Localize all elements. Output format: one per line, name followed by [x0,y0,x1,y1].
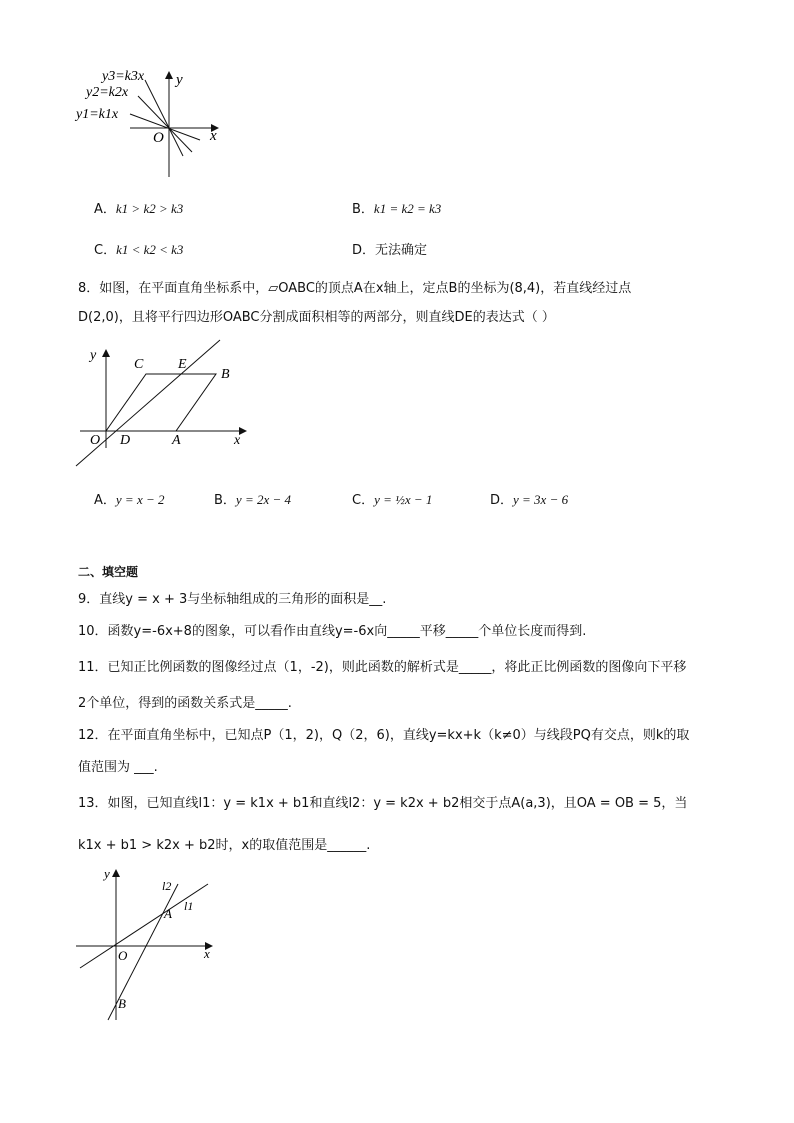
q13-line-l1 [80,884,208,968]
q7-option-d-letter: D． [352,243,376,258]
q7-label-yaxis: y [176,72,183,88]
q8-option-d-letter: D． [490,493,514,508]
q7-option-b-text: k1 = k2 = k3 [373,201,442,216]
q8-option-b [214,489,291,508]
q9: 9．直线y = x + 3与坐标轴组成的三角形的面积是__. [78,592,387,607]
q8-label-e: E [178,357,187,372]
q7-option-a [94,198,183,217]
q7-label-y1: y1=k1x [76,107,119,122]
q13-label-l1: l1 [184,899,194,913]
q13-label-l2: l2 [162,879,172,893]
q10: 10．函数y=-6x+8的图象，可以看作由直线y=-6x向_____平移_____个单位长度而得到. [78,624,587,639]
q12-line2: 值范围为 ___. [78,760,158,775]
q13-label-y: y [104,866,110,881]
q8-label-a: A [172,433,181,448]
q8-label-b: B [221,367,230,382]
section-heading: 二、填空题 [78,565,139,579]
q7-label-xaxis: x [210,128,217,144]
q8-option-a [94,489,165,508]
q8-label-o: O [90,433,101,448]
q7-line-k1 [130,114,200,140]
q7-option-a-letter: A． [94,202,116,217]
q13-label-o: O [118,948,128,963]
q7-line-k2 [138,96,192,152]
q7-label-y3: y3=k3x [102,69,145,84]
q11-line2: 2个单位，得到的函数关系式是_____. [78,696,292,711]
q8-option-a-text: y = x − 2 [115,492,165,507]
q8-line2: D(2,0)，且将平行四边形OABC分割成面积相等的两部分，则直线DE的表达式（ ） [78,310,555,325]
q8-option-c-text: y = ½x − 1 [374,492,433,507]
q8-label-y: y [90,348,97,363]
q7-option-d-text: 无法确定 [375,243,428,258]
q7-option-c-letter: C． [94,243,117,258]
q7-option-d [352,239,427,258]
q7-label-y2: y2=k2x [86,85,129,100]
q7-option-b-letter: B． [352,202,374,217]
q11-line1: 11．已知正比例函数的图像经过点（1，-2)，则此函数的解析式是_____，将此正比例函数的图像向下平移 [78,660,687,675]
q13-line2: k1x + b1 > k2x + b2时，x的取值范围是______. [78,838,371,853]
q8-label-x: x [234,433,241,448]
q8-option-c-letter: C． [352,493,375,508]
q7-label-origin: O [153,130,164,146]
q13-figure [72,866,222,1026]
q8-option-b-text: y = 2x − 4 [235,492,292,507]
q13-line1: 13．如图，已知直线l1：y = k1x + b1和直线l2：y = k2x + b2相交于点A(a,3)，且OA = OB = 5，当 [78,796,688,811]
q8-option-d-text: y = 3x − 6 [513,492,569,507]
q8-option-d [490,489,568,508]
q8-option-a-letter: A． [94,493,116,508]
q8-parallelogram [106,374,216,431]
q7-figure [70,62,230,182]
q13-label-b: B [118,996,126,1011]
q12-line1: 12．在平面直角坐标中，已知点P（1，2)，Q（2，6)，直线y=kx+k（k≠0）与线段PQ有交点，则k的取 [78,728,690,743]
q8-option-c [352,489,432,508]
q8-line1: 8．如图，在平面直角坐标系中，▱OABC的顶点A在x轴上，定点B的坐标为(8,4)，若直线经过点 [78,281,632,296]
q7-option-a-text: k1 > k2 > k3 [115,201,184,216]
q8-option-b-letter: B． [214,493,236,508]
q8-figure [70,338,260,473]
q13-label-x: x [204,946,210,961]
q8-label-c: C [134,357,144,372]
q8-label-d: D [120,433,131,448]
q7-option-c [94,239,183,258]
q7-option-c-text: k1 < k2 < k3 [116,242,184,257]
q13-label-a: A [164,906,172,921]
q7-option-b [352,198,441,217]
q7-line-k3 [145,80,183,156]
